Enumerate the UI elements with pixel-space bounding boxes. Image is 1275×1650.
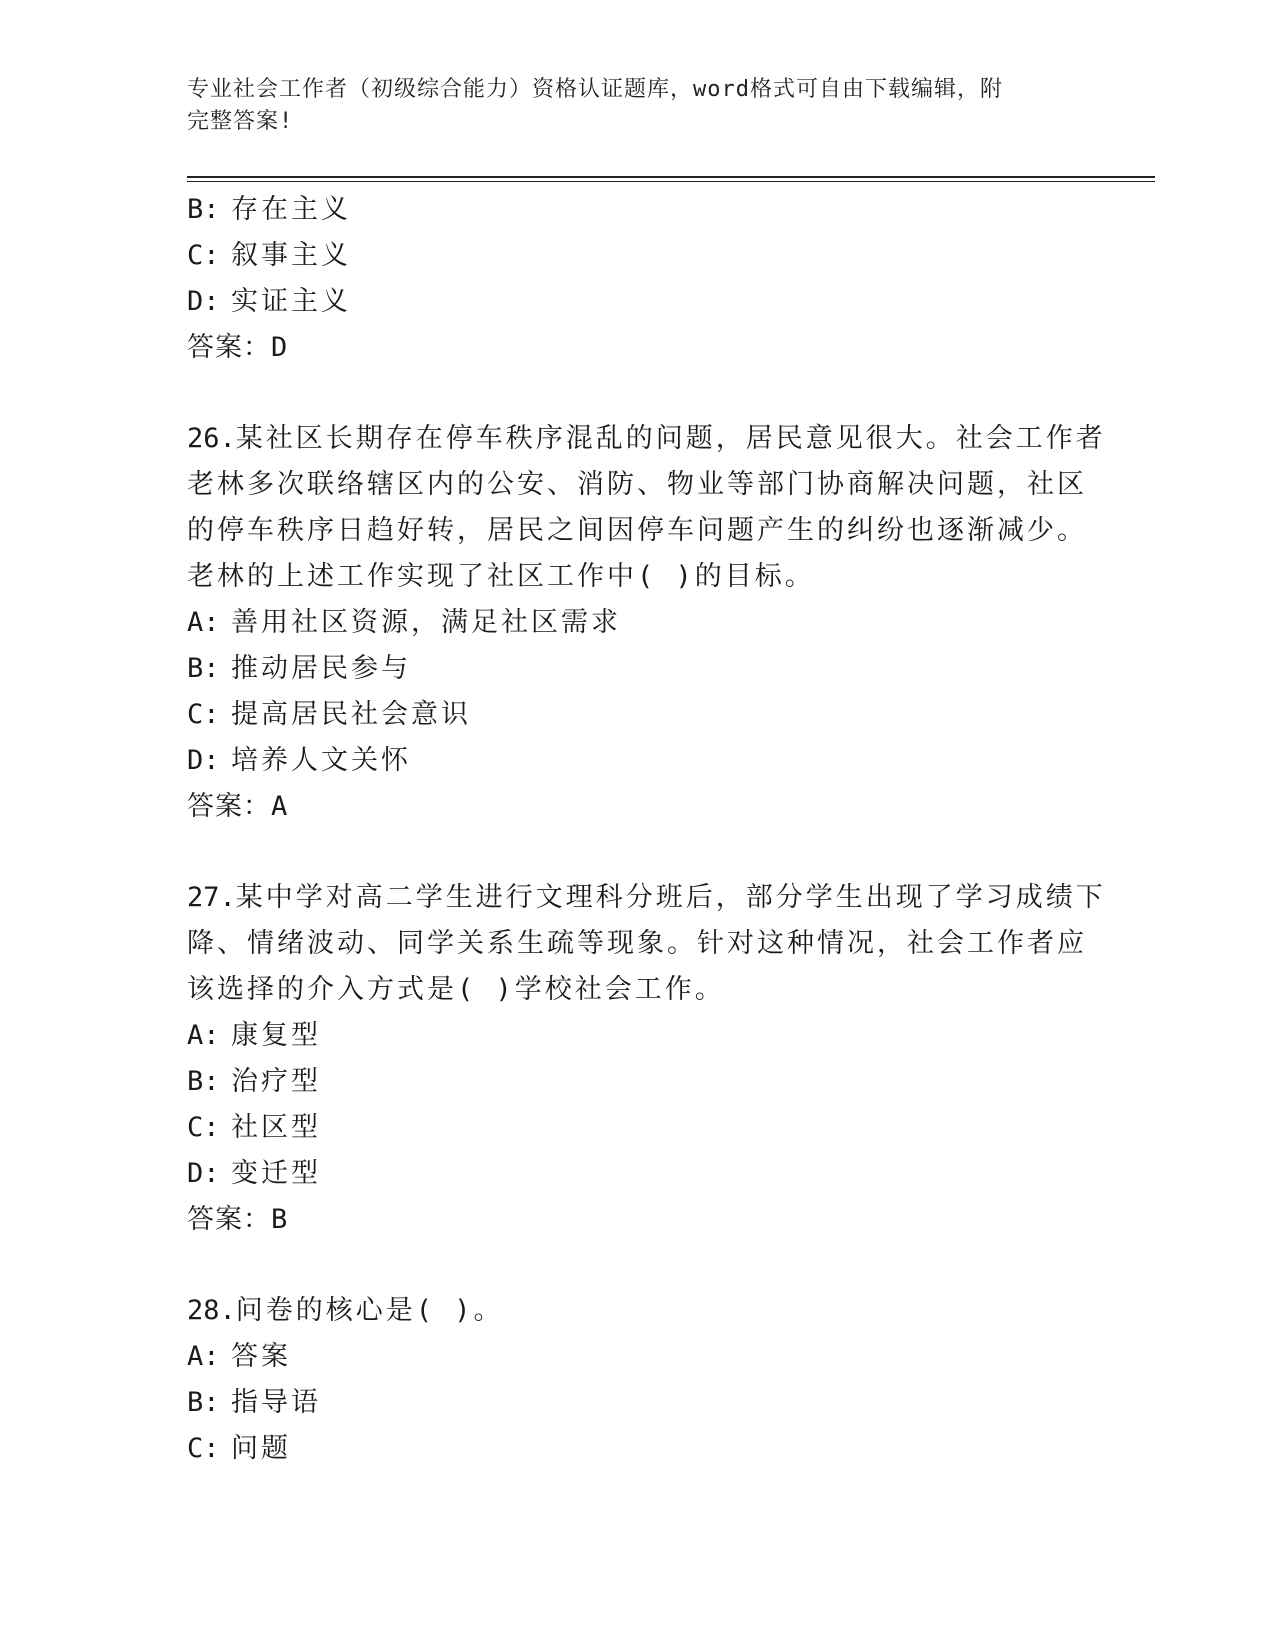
option-label: A:: [187, 607, 220, 638]
option-text: 叙事主义: [231, 240, 351, 271]
option-text: 问题: [231, 1433, 291, 1464]
option-c: [187, 1105, 1087, 1151]
option-a: [187, 1334, 1087, 1380]
option-text: 变迁型: [231, 1158, 321, 1189]
answer-value: B: [271, 1204, 289, 1235]
spacer: [187, 830, 1087, 875]
page-header: [187, 74, 1067, 138]
question-text-line: [187, 1288, 1087, 1334]
option-text: 社区型: [231, 1112, 321, 1143]
question-number: 27.: [187, 882, 236, 913]
question-text-line: 该选择的介入方式是( )学校社会工作。: [187, 974, 725, 1005]
question-27: [187, 875, 1106, 1243]
option-label: C:: [187, 1433, 220, 1464]
option-label: D:: [187, 1158, 220, 1189]
option-c: [187, 692, 1087, 738]
option-text: 善用社区资源，满足社区需求: [231, 607, 621, 638]
option-text: 答案: [231, 1341, 291, 1372]
answer-label: 答案：: [187, 1204, 271, 1235]
question-text-line: [187, 875, 1106, 921]
answer-line: [187, 325, 1087, 371]
option-text: 实证主义: [231, 286, 351, 317]
option-text: 推动居民参与: [231, 653, 411, 684]
option-text: 指导语: [231, 1387, 321, 1418]
question-text: 问卷的核心是( )。: [235, 1295, 504, 1326]
option-c: [187, 233, 1087, 279]
header-divider-thin: [187, 181, 1155, 182]
option-label: A:: [187, 1020, 220, 1051]
spacer: [187, 1243, 1087, 1288]
answer-label: 答案：: [187, 791, 271, 822]
option-b: [187, 1059, 1087, 1105]
header-divider-thick: [187, 176, 1155, 178]
option-d: [187, 738, 1087, 784]
question-number: 26.: [187, 423, 236, 454]
option-label: A:: [187, 1341, 220, 1372]
option-label: B:: [187, 1387, 220, 1418]
option-text: 康复型: [231, 1020, 321, 1051]
header-line-2: 完整答案!: [187, 109, 294, 134]
question-text-line: [187, 416, 1106, 462]
header-line-1: 专业社会工作者（初级综合能力）资格认证题库，word格式可自由下载编辑，附: [187, 77, 1003, 102]
answer-value: D: [271, 332, 289, 363]
answer-value: A: [271, 791, 289, 822]
option-a: [187, 1013, 1087, 1059]
option-text: 存在主义: [231, 194, 351, 225]
option-text: 培养人文关怀: [231, 745, 411, 776]
option-text: 提高居民社会意识: [231, 699, 471, 730]
option-label: B:: [187, 194, 220, 225]
option-d: [187, 279, 1087, 325]
question-text-line: 老林的上述工作实现了社区工作中( )的目标。: [187, 561, 815, 592]
option-a: [187, 600, 1087, 646]
question-number: 28.: [187, 1295, 236, 1326]
answer-label: 答案：: [187, 332, 271, 363]
question-text-line: 的停车秩序日趋好转，居民之间因停车问题产生的纠纷也逐渐减少。: [187, 515, 1087, 546]
option-label: C:: [187, 699, 220, 730]
question-text-line: 老林多次联络辖区内的公安、消防、物业等部门协商解决问题，社区: [187, 469, 1087, 500]
option-c: [187, 1426, 1087, 1472]
option-label: C:: [187, 1112, 220, 1143]
question-text: 某社区长期存在停车秩序混乱的问题，居民意见很大。社会工作者: [235, 423, 1106, 454]
document-body: [187, 187, 1106, 1472]
option-b: [187, 1380, 1087, 1426]
option-label: B:: [187, 653, 220, 684]
spacer: [187, 371, 1087, 416]
option-label: D:: [187, 286, 220, 317]
question-25: [187, 187, 1087, 371]
answer-line: [187, 1197, 1087, 1243]
question-text: 某中学对高二学生进行文理科分班后，部分学生出现了学习成绩下: [235, 882, 1106, 913]
option-label: C:: [187, 240, 220, 271]
answer-line: [187, 784, 1087, 830]
question-28: [187, 1288, 1087, 1472]
question-26: [187, 416, 1106, 830]
option-text: 治疗型: [231, 1066, 321, 1097]
option-b: [187, 646, 1087, 692]
option-b: [187, 187, 1087, 233]
option-d: [187, 1151, 1087, 1197]
question-text-line: 降、情绪波动、同学关系生疏等现象。针对这种情况，社会工作者应: [187, 928, 1087, 959]
option-label: B:: [187, 1066, 220, 1097]
option-label: D:: [187, 745, 220, 776]
